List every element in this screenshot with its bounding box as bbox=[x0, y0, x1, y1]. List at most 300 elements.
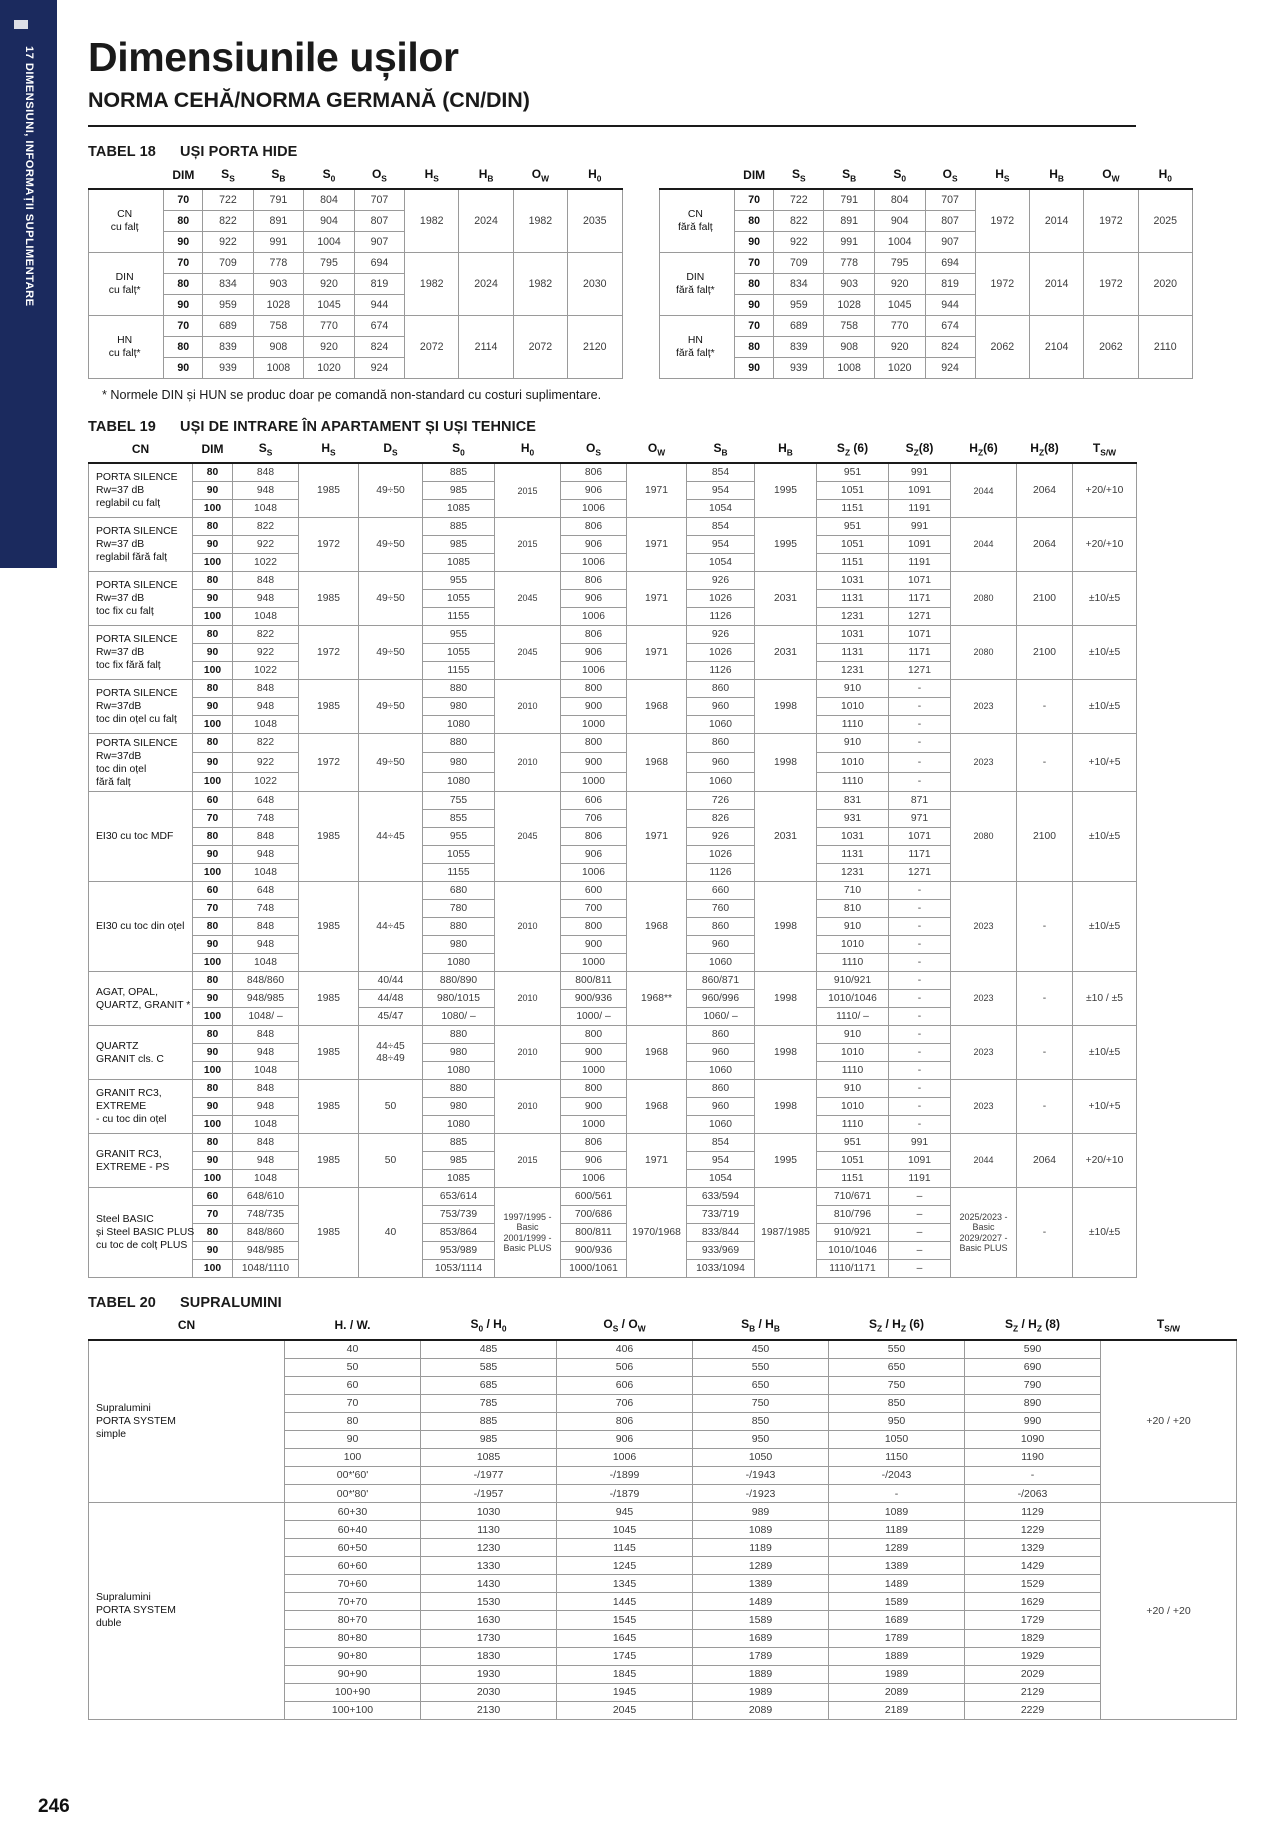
value-cell: 822 bbox=[233, 518, 299, 536]
table-row bbox=[89, 518, 1137, 536]
value-cell: 880 bbox=[423, 918, 495, 936]
bookmark-icon bbox=[14, 20, 28, 29]
row-group-label: DIN fără falț* bbox=[659, 252, 735, 315]
value-cell: 1091 bbox=[889, 482, 951, 500]
dim-cell: 90 bbox=[193, 536, 233, 554]
value-cell: 60+60 bbox=[285, 1557, 421, 1575]
row-group-label: DIN cu falț* bbox=[89, 252, 164, 315]
value-cell: 800 bbox=[561, 918, 627, 936]
value-cell: 822 bbox=[233, 626, 299, 644]
value-cell: 49÷50 bbox=[359, 680, 423, 734]
dim-cell: 80 bbox=[193, 518, 233, 536]
value-cell: 2072 bbox=[513, 315, 567, 378]
row-group-label: Supralumini PORTA SYSTEM duble bbox=[89, 1503, 285, 1720]
dim-cell: 80 bbox=[193, 918, 233, 936]
value-cell: 722 bbox=[774, 189, 824, 210]
value-cell: 1080/ – bbox=[423, 1008, 495, 1026]
value-cell: 1006 bbox=[561, 1170, 627, 1188]
value-cell: -/1923 bbox=[693, 1485, 829, 1503]
value-cell: 804 bbox=[874, 189, 925, 210]
table-row bbox=[89, 626, 1137, 644]
value-cell: 70 bbox=[285, 1394, 421, 1412]
value-cell: 910 bbox=[817, 734, 889, 753]
value-cell: 760 bbox=[687, 900, 755, 918]
value-cell: 910/921 bbox=[817, 1224, 889, 1242]
th-hb: $H_B$ bbox=[478, 167, 494, 184]
value-cell: 2100 bbox=[1017, 792, 1073, 882]
row-group-label: EI30 cu toc din oțel bbox=[89, 882, 193, 972]
value-cell: -/1943 bbox=[693, 1466, 829, 1484]
value-cell: 674 bbox=[925, 315, 975, 336]
value-cell: 806 bbox=[561, 626, 627, 644]
value-cell: 2045 bbox=[495, 572, 561, 626]
value-cell: 1048 bbox=[233, 864, 299, 882]
value-cell: 985 bbox=[421, 1430, 557, 1448]
value-cell: 1010 bbox=[817, 1044, 889, 1062]
value-cell: 880 bbox=[423, 1080, 495, 1098]
value-cell: 785 bbox=[421, 1394, 557, 1412]
th-ss: $S_S$ bbox=[221, 167, 235, 184]
value-cell: 60+40 bbox=[285, 1521, 421, 1539]
value-cell: 904 bbox=[304, 210, 355, 231]
value-cell: - bbox=[889, 1026, 951, 1044]
value-cell: 880 bbox=[423, 1026, 495, 1044]
value-cell: 2010 bbox=[495, 882, 561, 972]
value-cell: 900 bbox=[561, 1098, 627, 1116]
value-cell: 49÷50 bbox=[359, 463, 423, 517]
value-cell: 980/1015 bbox=[423, 990, 495, 1008]
value-cell: 706 bbox=[561, 810, 627, 828]
value-cell: - bbox=[889, 772, 951, 791]
value-cell: 1985 bbox=[299, 1134, 359, 1188]
value-cell: 989 bbox=[693, 1503, 829, 1521]
value-cell: 920 bbox=[874, 336, 925, 357]
value-cell: 758 bbox=[253, 315, 304, 336]
value-cell: 2010 bbox=[495, 734, 561, 792]
value-cell: 1145 bbox=[557, 1539, 693, 1557]
dim-cell: 90 bbox=[735, 357, 774, 378]
table-row bbox=[89, 1503, 1237, 1521]
table19-title: UȘI DE INTRARE ÎN APARTAMENT ȘI UȘI TEHNICE bbox=[180, 418, 537, 435]
value-cell: 90 bbox=[285, 1430, 421, 1448]
value-cell: 1008 bbox=[824, 357, 875, 378]
value-cell: 885 bbox=[423, 463, 495, 481]
value-cell: 806 bbox=[557, 1412, 693, 1430]
value-cell: 1629 bbox=[965, 1593, 1101, 1611]
value-cell: 980 bbox=[423, 936, 495, 954]
value-cell: 1022 bbox=[233, 662, 299, 680]
value-cell: 1998 bbox=[755, 882, 817, 972]
value-cell: - bbox=[889, 734, 951, 753]
value-cell: 770 bbox=[874, 315, 925, 336]
value-cell: - bbox=[889, 1080, 951, 1098]
value-cell: 1045 bbox=[304, 294, 355, 315]
value-cell: 750 bbox=[829, 1376, 965, 1394]
value-cell: 2030 bbox=[568, 252, 622, 315]
value-cell: 1191 bbox=[889, 500, 951, 518]
value-cell: 1429 bbox=[965, 1557, 1101, 1575]
value-cell: 1889 bbox=[693, 1665, 829, 1683]
value-cell: 660 bbox=[687, 882, 755, 900]
th-os: $O_S$ bbox=[586, 440, 601, 458]
value-cell: +20/+10 bbox=[1073, 1134, 1137, 1188]
value-cell: 1151 bbox=[817, 554, 889, 572]
value-cell: – bbox=[889, 1224, 951, 1242]
value-cell: 1929 bbox=[965, 1647, 1101, 1665]
value-cell: 2045 bbox=[495, 626, 561, 680]
dim-cell: 80 bbox=[193, 828, 233, 846]
value-cell: 860/871 bbox=[687, 972, 755, 990]
dim-cell: 100 bbox=[193, 1062, 233, 1080]
value-cell: 922 bbox=[774, 231, 824, 252]
value-cell: 722 bbox=[203, 189, 253, 210]
value-cell: 100+90 bbox=[285, 1683, 421, 1701]
value-cell: 2080 bbox=[951, 572, 1017, 626]
value-cell: 1998 bbox=[755, 1026, 817, 1080]
value-cell: 906 bbox=[557, 1430, 693, 1448]
value-cell: 907 bbox=[354, 231, 404, 252]
value-cell: 2023 bbox=[951, 972, 1017, 1026]
value-cell: 1022 bbox=[233, 554, 299, 572]
value-cell: 848/860 bbox=[233, 972, 299, 990]
th-hw: H. / W. bbox=[334, 1318, 371, 1333]
value-cell: 2031 bbox=[755, 572, 817, 626]
value-cell: - bbox=[889, 882, 951, 900]
value-cell: 100+100 bbox=[285, 1701, 421, 1719]
value-cell: 1080 bbox=[423, 1062, 495, 1080]
value-cell: 920 bbox=[874, 273, 925, 294]
value-cell: 700/686 bbox=[561, 1206, 627, 1224]
value-cell: 1054 bbox=[687, 500, 755, 518]
value-cell: 790 bbox=[965, 1376, 1101, 1394]
value-cell: 1030 bbox=[421, 1503, 557, 1521]
value-cell: -/1977 bbox=[421, 1466, 557, 1484]
value-cell: 1985 bbox=[299, 680, 359, 734]
th-tsw: $T_{S/W}$ bbox=[1156, 1317, 1181, 1334]
value-cell: – bbox=[889, 1242, 951, 1260]
value-cell: - bbox=[889, 1116, 951, 1134]
value-cell: 1060 bbox=[687, 954, 755, 972]
value-cell: - bbox=[889, 954, 951, 972]
dim-cell: 70 bbox=[164, 315, 203, 336]
value-cell: 748 bbox=[233, 810, 299, 828]
value-cell: 948/985 bbox=[233, 990, 299, 1008]
value-cell: - bbox=[889, 753, 951, 772]
dim-cell: 60 bbox=[193, 1188, 233, 1206]
value-cell: 49÷50 bbox=[359, 626, 423, 680]
value-cell: 991 bbox=[824, 231, 875, 252]
value-cell: 1130 bbox=[421, 1521, 557, 1539]
value-cell: 778 bbox=[824, 252, 875, 273]
value-cell: 648 bbox=[233, 882, 299, 900]
value-cell: 60 bbox=[285, 1376, 421, 1394]
th-cn: CN bbox=[177, 1318, 196, 1333]
value-cell: 1830 bbox=[421, 1647, 557, 1665]
value-cell: 1345 bbox=[557, 1575, 693, 1593]
value-cell: 600/561 bbox=[561, 1188, 627, 1206]
th-hb: $H_B$ bbox=[1049, 167, 1064, 184]
value-cell: 959 bbox=[203, 294, 253, 315]
table-row bbox=[89, 1340, 1237, 1359]
value-cell: 1085 bbox=[423, 1170, 495, 1188]
value-cell: 1006 bbox=[561, 554, 627, 572]
value-cell: 1060 bbox=[687, 1062, 755, 1080]
value-cell: 1060 bbox=[687, 1116, 755, 1134]
value-cell: 860 bbox=[687, 1026, 755, 1044]
value-cell: 948 bbox=[233, 846, 299, 864]
value-cell: 1530 bbox=[421, 1593, 557, 1611]
value-cell: 904 bbox=[874, 210, 925, 231]
th-sz8: $S_Z(8)$ bbox=[905, 440, 934, 458]
dim-cell: 60 bbox=[193, 792, 233, 810]
table19-header-row bbox=[89, 438, 1137, 463]
value-cell: 939 bbox=[203, 357, 253, 378]
value-cell: 920 bbox=[304, 273, 355, 294]
th-so-ho: $S_0 / H_0$ bbox=[470, 1317, 507, 1334]
value-cell: 1080 bbox=[423, 954, 495, 972]
value-cell: ±10/±5 bbox=[1073, 1026, 1137, 1080]
value-cell: 2072 bbox=[405, 315, 459, 378]
value-cell: 80+80 bbox=[285, 1629, 421, 1647]
value-cell: 795 bbox=[304, 252, 355, 273]
value-cell: 800/811 bbox=[561, 1224, 627, 1242]
dim-cell: 70 bbox=[735, 252, 774, 273]
value-cell: 907 bbox=[925, 231, 975, 252]
value-cell: 1048 bbox=[233, 1062, 299, 1080]
table-row bbox=[89, 734, 1137, 753]
value-cell: 1020 bbox=[304, 357, 355, 378]
th-tsw: $T_{S/W}$ bbox=[1092, 440, 1117, 458]
value-cell: 694 bbox=[354, 252, 404, 273]
row-group-label: QUARTZ GRANIT cls. C bbox=[89, 1026, 193, 1080]
table-row bbox=[659, 315, 1193, 336]
value-cell: 1985 bbox=[299, 882, 359, 972]
th-so: $S_0$ bbox=[322, 167, 336, 184]
value-cell: 2045 bbox=[557, 1701, 693, 1719]
dim-cell: 100 bbox=[193, 772, 233, 791]
dim-cell: 90 bbox=[193, 846, 233, 864]
value-cell: 954 bbox=[687, 536, 755, 554]
value-cell: 1989 bbox=[829, 1665, 965, 1683]
dim-cell: 70 bbox=[193, 810, 233, 828]
table18-label: TABEL 18 bbox=[88, 144, 156, 161]
value-cell: 1271 bbox=[889, 864, 951, 882]
th-ss: $S_S$ bbox=[791, 167, 806, 184]
value-cell: 2044 bbox=[951, 463, 1017, 517]
value-cell: 1031 bbox=[817, 828, 889, 846]
table-row bbox=[89, 882, 1137, 900]
dim-cell: 90 bbox=[193, 644, 233, 662]
value-cell: 880 bbox=[423, 734, 495, 753]
dim-cell: 90 bbox=[193, 936, 233, 954]
value-cell: 45/47 bbox=[359, 1008, 423, 1026]
value-cell: 726 bbox=[687, 792, 755, 810]
value-cell: 1845 bbox=[557, 1665, 693, 1683]
value-cell: 707 bbox=[354, 189, 404, 210]
row-group-label: PORTA SILENCE Rw=37 dB reglabil cu falț bbox=[89, 463, 193, 517]
value-cell: 1489 bbox=[693, 1593, 829, 1611]
dim-cell: 70 bbox=[193, 900, 233, 918]
value-cell: 2025 bbox=[1138, 189, 1192, 252]
value-cell: 1000 bbox=[561, 954, 627, 972]
value-cell: 1006 bbox=[561, 500, 627, 518]
value-cell: 985 bbox=[423, 482, 495, 500]
value-cell: 848 bbox=[233, 918, 299, 936]
value-cell: 991 bbox=[253, 231, 304, 252]
value-cell: 854 bbox=[687, 1134, 755, 1152]
value-cell: 908 bbox=[253, 336, 304, 357]
dim-cell: 90 bbox=[193, 990, 233, 1008]
th-sb: $S_B$ bbox=[271, 167, 286, 184]
value-cell: 1971 bbox=[627, 518, 687, 572]
value-cell: 1071 bbox=[889, 828, 951, 846]
value-cell: 1110 bbox=[817, 954, 889, 972]
value-cell: 1071 bbox=[889, 572, 951, 590]
value-cell: 1000 bbox=[561, 772, 627, 791]
value-cell: +10/+5 bbox=[1073, 734, 1137, 792]
value-cell: - bbox=[1017, 1080, 1073, 1134]
value-cell: 834 bbox=[774, 273, 824, 294]
value-cell: 1985 bbox=[299, 1080, 359, 1134]
value-cell: 1445 bbox=[557, 1593, 693, 1611]
table-row bbox=[89, 972, 1137, 990]
value-cell: 1231 bbox=[817, 864, 889, 882]
value-cell: 853/864 bbox=[423, 1224, 495, 1242]
value-cell: 1110 bbox=[817, 1116, 889, 1134]
value-cell: 1155 bbox=[423, 662, 495, 680]
value-cell: 2023 bbox=[951, 1026, 1017, 1080]
dim-cell: 100 bbox=[193, 1260, 233, 1278]
value-cell: 1031 bbox=[817, 572, 889, 590]
value-cell: 606 bbox=[561, 792, 627, 810]
value-cell: 2015 bbox=[495, 1134, 561, 1188]
th-cn: CN bbox=[131, 442, 150, 457]
table18-heading bbox=[88, 144, 1193, 160]
value-cell: 924 bbox=[925, 357, 975, 378]
value-cell: 922 bbox=[233, 644, 299, 662]
value-cell: 960 bbox=[687, 1098, 755, 1116]
value-cell: 1048/1110 bbox=[233, 1260, 299, 1278]
value-cell: 707 bbox=[925, 189, 975, 210]
table20-header-row bbox=[89, 1314, 1237, 1339]
table18-footnote: * Normele DIN și HUN se produc doar pe comandă non-standard cu costuri suplimentare. bbox=[102, 387, 602, 402]
value-cell: 1028 bbox=[824, 294, 875, 315]
value-cell: 1110 bbox=[817, 772, 889, 791]
dim-cell: 100 bbox=[193, 554, 233, 572]
value-cell: 2130 bbox=[421, 1701, 557, 1719]
value-cell: 2014 bbox=[1029, 252, 1083, 315]
value-cell: 1191 bbox=[889, 1170, 951, 1188]
value-cell: 709 bbox=[203, 252, 253, 273]
dim-cell: 90 bbox=[193, 753, 233, 772]
table18-left bbox=[88, 164, 623, 379]
value-cell: 1745 bbox=[557, 1647, 693, 1665]
value-cell: 758 bbox=[824, 315, 875, 336]
value-cell: 922 bbox=[203, 231, 253, 252]
value-cell: 1995 bbox=[755, 463, 817, 517]
value-cell: 1055 bbox=[423, 846, 495, 864]
value-cell: 2020 bbox=[1138, 252, 1192, 315]
table18-right-block bbox=[659, 164, 1194, 379]
dim-cell: 80 bbox=[193, 572, 233, 590]
value-cell: 2064 bbox=[1017, 1134, 1073, 1188]
value-cell: 810 bbox=[817, 900, 889, 918]
value-cell: 948 bbox=[233, 1152, 299, 1170]
value-cell: 800 bbox=[561, 1026, 627, 1044]
value-cell: 906 bbox=[561, 846, 627, 864]
value-cell: 1054 bbox=[687, 1170, 755, 1188]
value-cell: 1231 bbox=[817, 608, 889, 626]
value-cell: - bbox=[889, 1044, 951, 1062]
value-cell: 2089 bbox=[829, 1683, 965, 1701]
value-cell: - bbox=[1017, 882, 1073, 972]
th-dim: DIM bbox=[172, 168, 195, 183]
value-cell: 885 bbox=[421, 1412, 557, 1430]
value-cell: 922 bbox=[233, 536, 299, 554]
value-cell: 733/719 bbox=[687, 1206, 755, 1224]
value-cell: 948 bbox=[233, 1098, 299, 1116]
value-cell: 910 bbox=[817, 680, 889, 698]
value-cell: 1022 bbox=[233, 772, 299, 791]
value-cell: – bbox=[889, 1188, 951, 1206]
value-cell: 850 bbox=[829, 1394, 965, 1412]
value-cell: 848/860 bbox=[233, 1224, 299, 1242]
th-spacer bbox=[89, 164, 164, 189]
value-cell: 954 bbox=[687, 482, 755, 500]
value-cell: 880 bbox=[423, 680, 495, 698]
dim-cell: 100 bbox=[193, 1008, 233, 1026]
value-cell: 40 bbox=[285, 1340, 421, 1359]
value-cell: 891 bbox=[253, 210, 304, 231]
value-cell: 680 bbox=[423, 882, 495, 900]
th-ow: $O_W$ bbox=[1102, 167, 1120, 184]
value-cell: 2114 bbox=[459, 315, 513, 378]
value-cell: 2025/2023 - Basic 2029/2027 - Basic PLUS bbox=[951, 1188, 1017, 1278]
value-cell: 1110 bbox=[817, 1062, 889, 1080]
value-cell: 1048 bbox=[233, 1116, 299, 1134]
dim-cell: 90 bbox=[193, 1098, 233, 1116]
row-group-label: PORTA SILENCE Rw=37 dB toc fix cu falț bbox=[89, 572, 193, 626]
value-cell: 822 bbox=[233, 734, 299, 753]
value-cell: 2029 bbox=[965, 1665, 1101, 1683]
value-cell: - bbox=[889, 716, 951, 734]
value-cell: 2023 bbox=[951, 882, 1017, 972]
value-cell: 550 bbox=[829, 1340, 965, 1359]
value-cell: 44÷45 48÷49 bbox=[359, 1026, 423, 1080]
value-cell: 948 bbox=[233, 936, 299, 954]
value-cell: 1004 bbox=[874, 231, 925, 252]
value-cell: 1971 bbox=[627, 626, 687, 680]
value-cell: 1982 bbox=[405, 252, 459, 315]
value-cell: 1080 bbox=[423, 716, 495, 734]
value-cell: 1150 bbox=[829, 1448, 965, 1466]
value-cell: 40/44 bbox=[359, 972, 423, 990]
value-cell: 900 bbox=[561, 753, 627, 772]
value-cell: 2010 bbox=[495, 972, 561, 1026]
value-cell: 1085 bbox=[423, 554, 495, 572]
dim-cell: 90 bbox=[193, 1044, 233, 1062]
value-cell: 710 bbox=[817, 882, 889, 900]
value-cell: 1730 bbox=[421, 1629, 557, 1647]
value-cell: 800/811 bbox=[561, 972, 627, 990]
value-cell: 70+60 bbox=[285, 1575, 421, 1593]
row-group-label: EI30 cu toc MDF bbox=[89, 792, 193, 882]
value-cell: 1972 bbox=[299, 518, 359, 572]
value-cell: 2189 bbox=[829, 1701, 965, 1719]
table-row bbox=[89, 315, 623, 336]
dim-cell: 100 bbox=[193, 662, 233, 680]
row-group-label: HN fără falț* bbox=[659, 315, 735, 378]
